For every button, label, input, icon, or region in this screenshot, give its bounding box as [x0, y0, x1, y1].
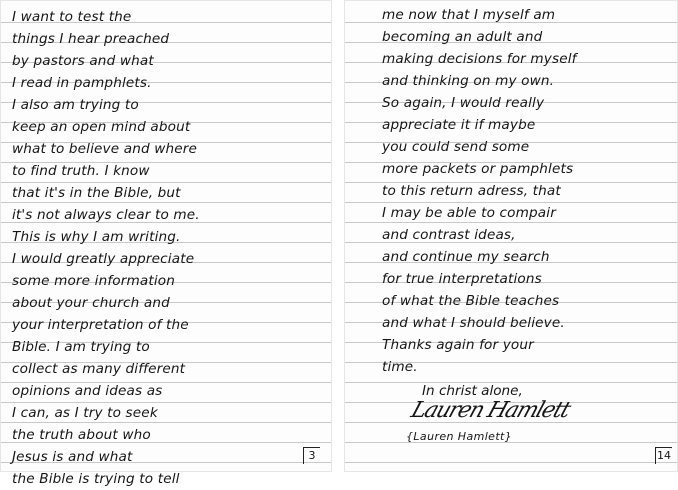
left-line: the Bible is trying to tell	[12, 471, 180, 487]
right-line: for true interpretations	[382, 271, 542, 287]
right-line: of what the Bible teaches	[382, 293, 560, 309]
closing-salutation: In christ alone,	[422, 383, 523, 399]
left-line: I would greatly appreciate	[12, 251, 195, 267]
left-line: This is why I am writing.	[12, 229, 181, 245]
right-page-text	[382, 4, 577, 378]
right-line: more packets or pamphlets	[382, 161, 574, 177]
left-line: I want to test the	[12, 9, 132, 25]
left-line: by pastors and what	[12, 53, 154, 69]
right-line: So again, I would really	[382, 95, 545, 111]
left-page-number: 3	[303, 447, 320, 464]
left-line: I can, as I try to seek	[12, 405, 158, 421]
left-line: to find truth. I know	[12, 163, 150, 179]
right-line: becoming an adult and	[382, 29, 543, 45]
left-page	[0, 0, 332, 487]
left-line: what to believe and where	[12, 141, 198, 157]
handwritten-signature: Lauren Hamlett	[407, 398, 573, 423]
right-line: and continue my search	[382, 249, 550, 265]
right-line: and what I should believe.	[382, 315, 565, 331]
left-line: keep an open mind about	[12, 119, 191, 135]
left-line: Bible. I am trying to	[12, 339, 150, 355]
left-line: some more information	[12, 273, 176, 289]
printed-name: {Lauren Hamlett}	[406, 430, 513, 443]
right-line: me now that I myself am	[382, 7, 556, 23]
left-line: it's not always clear to me.	[12, 207, 200, 223]
left-line: about your church and	[12, 295, 170, 311]
left-line: the truth about who	[12, 427, 151, 443]
right-line: you could send some	[382, 139, 530, 155]
left-line: things I hear preached	[12, 31, 170, 47]
right-line: Thanks again for your	[382, 337, 534, 353]
right-line: I may be able to compair	[382, 205, 556, 221]
left-line: that it's in the Bible, but	[12, 185, 181, 201]
right-line: time.	[382, 359, 418, 375]
left-line: opinions and ideas as	[12, 383, 163, 399]
right-page	[344, 0, 678, 472]
right-line: to this return adress, that	[382, 183, 561, 199]
right-line: appreciate it if maybe	[382, 117, 536, 133]
left-line: your interpretation of the	[12, 317, 189, 333]
page-gutter	[332, 0, 344, 472]
left-line: Jesus is and what	[12, 449, 133, 465]
left-line: collect as many different	[12, 361, 186, 377]
right-page-number: 14	[657, 449, 671, 462]
left-line: I read in pamphlets.	[12, 75, 152, 91]
left-line: I also am trying to	[12, 97, 139, 113]
right-line: and thinking on my own.	[382, 73, 555, 89]
right-line: and contrast ideas,	[382, 227, 516, 243]
right-line: making decisions for myself	[382, 51, 577, 67]
left-page-text	[12, 6, 200, 490]
